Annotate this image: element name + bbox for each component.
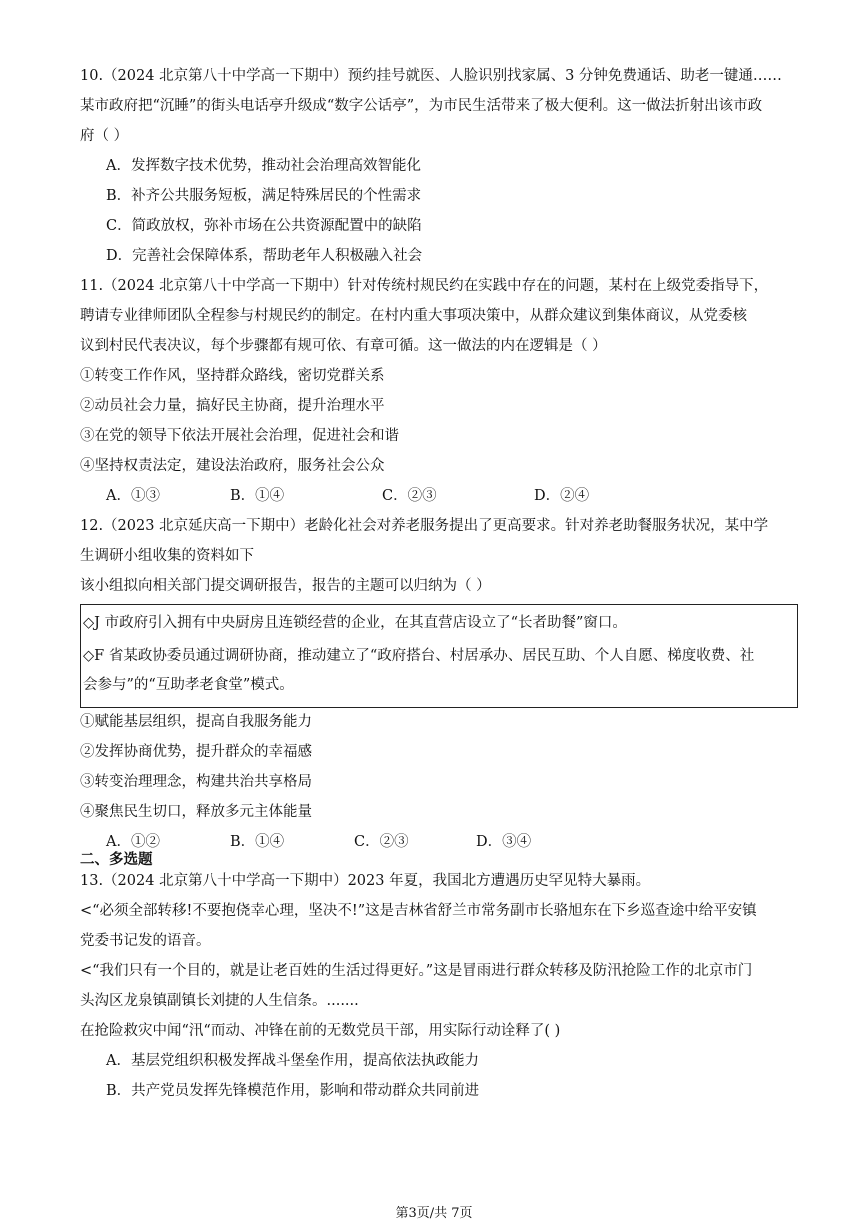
q10-option-d: D．完善社会保障体系，帮助老年人积极融入社会 [106,248,423,264]
q12-material-box [80,604,798,708]
q12-stem-line-2: 生调研小组收集的资料如下 [80,548,254,564]
q11-stem-line-1: 11.（2024 北京第八十中学高一下期中）针对传统村规民约在实践中存在的问题，某村在上级党委指导下， [80,278,769,294]
q12-material-line-3: 会参与”的“互助孝老食堂”模式。 [83,677,294,693]
q10-option-a: A．发挥数字技术优势，推动社会治理高效智能化 [106,158,421,174]
q12-material-line-2: ◇F 省某政协委员通过调研协商，推动建立了“政府搭台、村居承办、居民互助、个人自愿、梯度收费、社 [83,648,755,664]
q13-question-line: 在抢险救灾中闻“汛“而动、冲锋在前的无数党员干部，用实际行动诠释了( ) [80,1023,561,1039]
q12-choice-d: D．③④ [476,834,532,850]
q13-quote-2-line-1: <“我们只有一个目的，就是让老百姓的生活过得更好。”这是冒雨进行群众转移及防汛抢险工作的北京市门 [80,963,753,979]
q10-stem-line-1: 10.（2024 北京第八十中学高一下期中）预约挂号就医、人脸识别找家属、3 分钟免费通话、助老一键通…… [80,68,782,84]
q10-option-c: C．简政放权，弥补市场在公共资源配置中的缺陷 [106,218,422,234]
q12-item-4: ④聚焦民生切口，释放多元主体能量 [80,804,312,820]
q12-stem-line-3: 该小组拟向相关部门提交调研报告，报告的主题可以归纳为（ ） [80,578,491,594]
q12-item-2: ②发挥协商优势，提升群众的幸福感 [80,744,312,760]
q12-choice-c: C．②③ [354,834,409,850]
q11-item-1: ①转变工作作风，坚持群众路线，密切党群关系 [80,368,385,384]
q10-option-b: B．补齐公共服务短板，满足特殊居民的个性需求 [106,188,422,204]
q11-item-4: ④坚持权责法定，建设法治政府，服务社会公众 [80,458,385,474]
q11-choice-a: A．①③ [106,488,160,504]
q13-quote-1-line-1: <“必须全部转移!不要抱侥幸心理，坚决不!”这是吉林省舒兰市常务副市长骆旭东在下乡巡查途中给平安镇 [80,903,757,919]
q10-stem-line-2: 某市政府把“沉睡”的街头电话亭升级成“数字公话亭”，为市民生活带来了极大便利。这一做法折射出该市政 [80,98,763,114]
q11-stem-line-2: 聘请专业律师团队全程参与村规民约的制定。在村内重大事项决策中，从群众建议到集体商议，从党委核 [80,308,747,324]
q12-choices [106,832,706,852]
q12-item-3: ③转变治理理念，构建共治共享格局 [80,774,312,790]
q13-quote-2-line-2: 头沟区龙泉镇副镇长刘捷的人生信条。....... [80,993,359,1009]
q11-choice-d: D．②④ [534,488,590,504]
page-number: 第3页/共 7页 [395,1206,473,1221]
q11-item-2: ②动员社会力量，搞好民主协商，提升治理水平 [80,398,385,414]
q11-item-3: ③在党的领导下依法开展社会治理，促进社会和谐 [80,428,399,444]
q11-choices [106,486,706,506]
section-title: 二、多选题 [80,852,153,868]
q11-choice-c: C．②③ [382,488,437,504]
q12-choice-b: B．①④ [230,834,285,850]
q10-stem-line-3: 府（ ） [80,128,129,144]
q13-quote-1-line-2: 党委书记发的语音。 [80,933,211,949]
q12-item-1: ①赋能基层组织，提高自我服务能力 [80,714,312,730]
q12-material-line-1: ◇J 市政府引入拥有中央厨房且连锁经营的企业，在其直营店设立了“长者助餐”窗口。 [83,615,627,631]
q11-choice-b: B．①④ [230,488,285,504]
q12-stem-line-1: 12.（2023 北京延庆高一下期中）老龄化社会对养老服务提出了更高要求。针对养老助餐服务状况，某中学 [80,518,769,534]
q13-option-a: A．基层党组织积极发挥战斗堡垒作用，提高依法执政能力 [106,1053,479,1069]
q11-stem-line-3: 议到村民代表决议，每个步骤都有规可依、有章可循。这一做法的内在逻辑是（ ） [80,338,607,354]
q13-option-b: B．共产党员发挥先锋模范作用，影响和带动群众共同前进 [106,1083,480,1099]
q13-stem-line-1: 13.（2024 北京第八十中学高一下期中）2023 年夏，我国北方遭遇历史罕见特大暴雨。 [80,873,651,889]
q12-choice-a: A．①② [106,834,160,850]
